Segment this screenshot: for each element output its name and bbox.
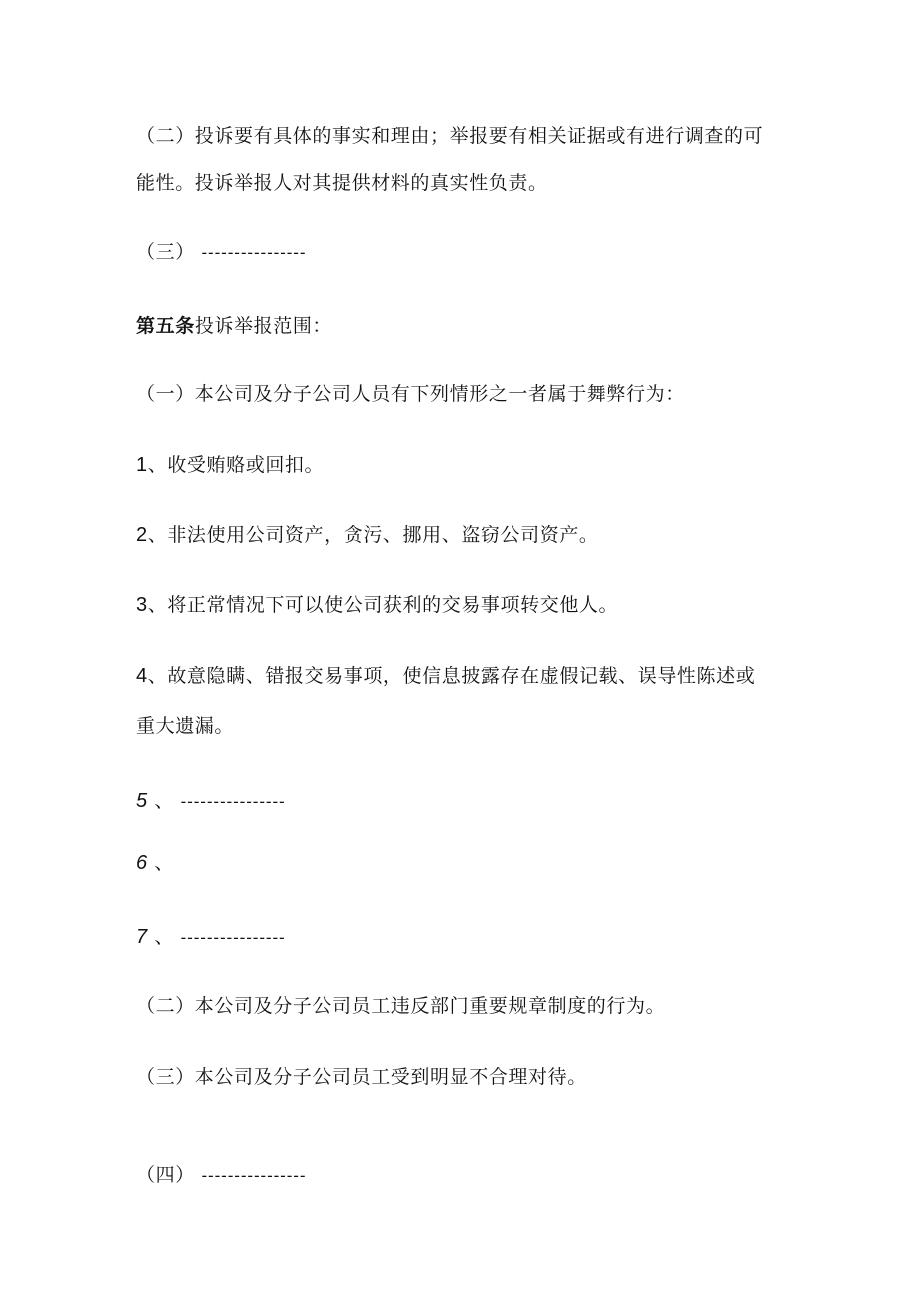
section-2 <box>136 994 665 1018</box>
placeholder-dashes: ---------------- <box>180 792 286 811</box>
article-title: 投诉举报范围： <box>194 315 333 337</box>
item-number: 2 <box>136 524 148 546</box>
item-text: 重大遗漏。 <box>136 715 235 737</box>
article-5-heading <box>136 314 332 338</box>
item-number: 5 <box>136 790 148 812</box>
section-4 <box>136 1163 306 1188</box>
section-1 <box>136 382 685 406</box>
list-item-1 <box>136 453 324 477</box>
section-text: （一）本公司及分子公司人员有下列情形之一者属于舞弊行为： <box>136 383 685 405</box>
item-number: 1 <box>136 454 148 476</box>
item-text: 、非法使用公司资产，贪污、挪用、盗窃公司资产。 <box>147 524 599 546</box>
item-number: 6 <box>136 852 148 874</box>
list-item-5 <box>136 789 286 814</box>
placeholder-dashes: ---------------- <box>201 1166 307 1185</box>
section-text: （三）本公司及分子公司员工受到明显不合理对待。 <box>136 1066 587 1088</box>
list-item-2 <box>136 523 599 547</box>
item-text: 、故意隐瞒、错报交易事项，使信息披露存在虚假记载、误导性陈述或 <box>147 665 756 687</box>
list-item-6 <box>136 851 174 875</box>
list-item-3 <box>136 593 618 617</box>
paragraph-prefix: （三） <box>136 241 195 263</box>
paragraph-2-line-1 <box>136 124 763 148</box>
placeholder-dashes: ---------------- <box>201 243 307 262</box>
item-separator: 、 <box>154 852 174 874</box>
placeholder-dashes: ---------------- <box>180 928 286 947</box>
item-separator: 、 <box>154 926 174 948</box>
paragraph-3 <box>136 240 306 265</box>
article-label: 第五条 <box>136 315 195 337</box>
item-number: 4 <box>136 665 148 687</box>
paragraph-text: 能性。投诉举报人对其提供材料的真实性负责。 <box>136 172 548 194</box>
section-text: （二）本公司及分子公司员工违反部门重要规章制度的行为。 <box>136 995 666 1017</box>
item-number: 3 <box>136 594 148 616</box>
item-text: 、将正常情况下可以使公司获利的交易事项转交他人。 <box>147 594 619 616</box>
item-separator: 、 <box>154 790 174 812</box>
paragraph-2-line-2 <box>136 171 548 195</box>
list-item-4-line-2 <box>136 714 234 738</box>
item-number: 7 <box>136 926 148 948</box>
section-prefix: （四） <box>136 1164 195 1186</box>
item-text: 、收受贿赂或回扣。 <box>147 454 325 476</box>
paragraph-text: （二）投诉要有具体的事实和理由；举报要有相关证据或有进行调查的可 <box>136 125 764 147</box>
list-item-7 <box>136 925 286 950</box>
list-item-4-line-1 <box>136 664 755 688</box>
section-3 <box>136 1065 587 1089</box>
